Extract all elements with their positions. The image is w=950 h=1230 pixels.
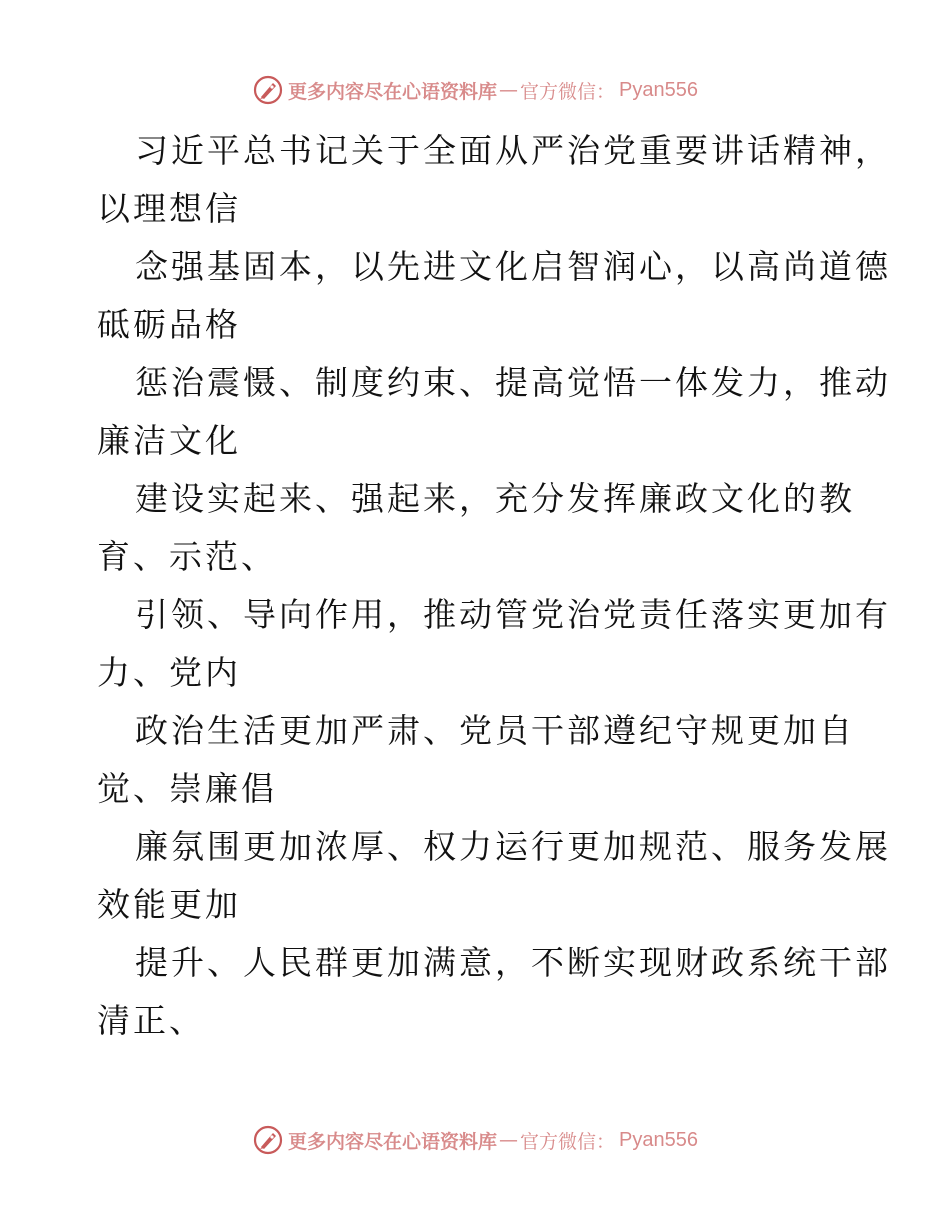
body-line: 力、党内 [97,653,241,692]
body-line: 引领、导向作用，推动管党治党责任落实更加有 [135,595,891,634]
banner-wechat-id: Pyan556 [619,1128,698,1151]
header-banner [0,70,950,110]
banner-separator: — [499,79,519,101]
footer-banner [0,1120,950,1160]
body-line: 廉氛围更加浓厚、权力运行更加规范、服务发展 [135,827,891,866]
body-line: 育、示范、 [97,537,277,576]
pen-nib-icon [252,74,284,106]
banner-separator: — [499,1129,519,1151]
banner-wechat-id: Pyan556 [619,78,698,101]
body-line: 念强基固本，以先进文化启智润心，以高尚道德 [135,247,891,286]
body-line: 惩治震慑、制度约束、提高觉悟一体发力，推动 [135,363,891,402]
banner-wechat-label: 官方微信： [520,80,616,103]
body-line: 效能更加 [97,885,241,924]
body-line: 政治生活更加严肃、党员干部遵纪守规更加自 [135,711,855,750]
pen-nib-icon [252,1124,284,1156]
body-line: 建设实起来、强起来，充分发挥廉政文化的教 [135,479,855,518]
body-line: 提升、人民群更加满意，不断实现财政系统干部 [135,943,891,982]
body-line: 砥砺品格 [97,305,241,344]
body-line: 清正、 [97,1001,205,1040]
body-line: 习近平总书记关于全面从严治党重要讲话精神， [135,131,891,170]
document-body [97,122,891,1050]
banner-promo-text: 更多内容尽在心语资料库 [288,80,498,103]
body-line: 廉洁文化 [97,421,241,460]
banner-wechat-label: 官方微信： [520,1130,616,1153]
body-line: 以理想信 [97,189,241,228]
body-line: 觉、崇廉倡 [97,769,277,808]
banner-promo-text: 更多内容尽在心语资料库 [288,1130,498,1153]
